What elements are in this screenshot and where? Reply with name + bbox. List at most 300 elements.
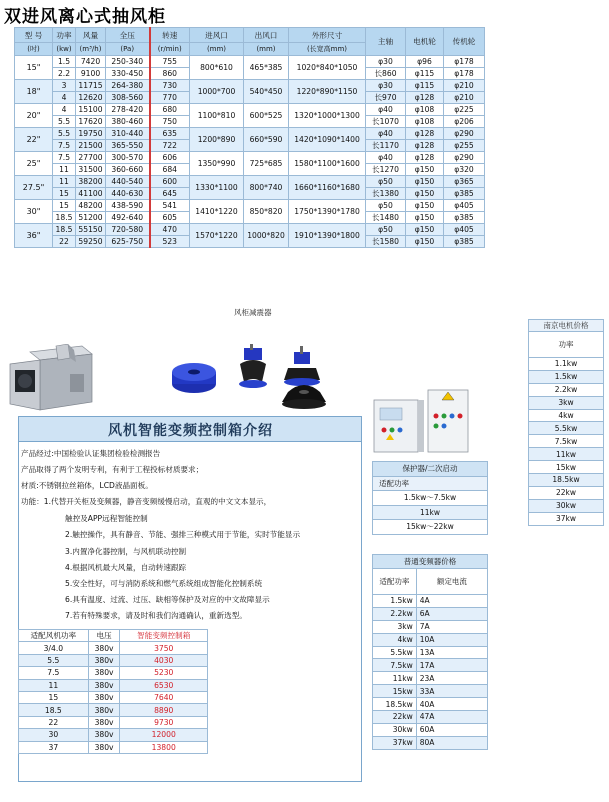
ctl-price: 6530 — [120, 679, 208, 691]
spec-model: 27.5" — [15, 176, 53, 200]
ctl-header-price: 智能变频控制箱 — [120, 630, 208, 642]
spec-shaft: φ40 — [366, 104, 406, 116]
spec-speed: 750 — [150, 116, 190, 128]
nanjing-power: 22kw — [529, 486, 604, 499]
nanjing-row — [529, 461, 604, 474]
ctl-row — [19, 642, 208, 654]
spec-speed: 523 — [150, 236, 190, 248]
spec-power: 18.5 — [53, 224, 76, 236]
spec-inlet: 1570*1220 — [190, 224, 244, 248]
nanjing-row — [529, 409, 604, 422]
spec-inlet: 1000*700 — [190, 80, 244, 104]
spec-size: 1660*1160*1680 — [289, 176, 366, 200]
inverter-power: 22kw — [373, 711, 417, 724]
spec-size: 1020*840*1050 — [289, 56, 366, 80]
spec-pressure: 330-450 — [106, 68, 150, 80]
inverter-current: 60A — [416, 723, 487, 736]
spec-shaft: 长1380 — [366, 188, 406, 200]
spec-shaft: 长1480 — [366, 212, 406, 224]
spec-pressure: 308-560 — [106, 92, 150, 104]
spec-table — [14, 27, 485, 248]
spec-pressure: 440-540 — [106, 176, 150, 188]
spec-power: 2.2 — [53, 68, 76, 80]
ctl-power: 11 — [19, 679, 89, 691]
spec-airflow: 17620 — [76, 116, 106, 128]
inverter-power: 30kw — [373, 723, 417, 736]
ctl-price: 4030 — [120, 654, 208, 666]
ctl-row — [19, 679, 208, 691]
nanjing-row — [529, 422, 604, 435]
unit-inlet: (mm) — [190, 43, 244, 56]
spec-row — [15, 56, 485, 68]
spec-motor-wheel: φ128 — [406, 152, 444, 164]
spec-row — [15, 128, 485, 140]
spec-airflow: 27700 — [76, 152, 106, 164]
nanjing-power: 3kw — [529, 396, 604, 409]
spec-speed: 770 — [150, 92, 190, 104]
spec-inlet: 1410*1220 — [190, 200, 244, 224]
spec-drive-wheel: φ178 — [444, 56, 485, 68]
protector-table — [372, 461, 488, 535]
spec-shaft: 长1270 — [366, 164, 406, 176]
ctl-row — [19, 667, 208, 679]
spec-power: 22 — [53, 236, 76, 248]
spec-outlet: 850*820 — [244, 200, 289, 224]
inverter-row — [373, 659, 488, 672]
spec-speed: 635 — [150, 128, 190, 140]
inverter-row — [373, 723, 488, 736]
header-outlet: 出风口 — [244, 28, 289, 43]
spec-speed: 605 — [150, 212, 190, 224]
spec-pressure: 440-630 — [106, 188, 150, 200]
inverter-row — [373, 646, 488, 659]
inverter-row — [373, 607, 488, 620]
spec-motor-wheel: φ150 — [406, 188, 444, 200]
intro-line: 5.安全性好，可与消防系统和燃气系统组成智能化控制系统 — [65, 579, 263, 588]
spec-outlet: 660*590 — [244, 128, 289, 152]
spec-power: 18.5 — [53, 212, 76, 224]
spec-model: 20" — [15, 104, 53, 128]
spec-speed: 755 — [150, 56, 190, 68]
ctl-header-power: 适配风机功率 — [19, 630, 89, 642]
page-title: 双进风离心式抽风柜 — [4, 7, 166, 27]
intro-line: 3.内置净化器控制，与风机联动控制 — [65, 547, 187, 556]
inverter-header-power: 适配功率 — [373, 569, 417, 595]
ctl-power: 22 — [19, 716, 89, 728]
intro-line: 2.触控操作，具有静音、节能、强排三种模式用于节能，实时节能显示 — [65, 530, 301, 539]
spec-airflow: 59250 — [76, 236, 106, 248]
spec-pressure: 625-750 — [106, 236, 150, 248]
protector-range: 15kw～22kw — [373, 520, 488, 535]
nanjing-power: 7.5kw — [529, 435, 604, 448]
ctl-power: 30 — [19, 729, 89, 741]
spec-airflow: 21500 — [76, 140, 106, 152]
nanjing-row — [529, 474, 604, 487]
spec-pressure: 720-580 — [106, 224, 150, 236]
inverter-power: 18.5kw — [373, 698, 417, 711]
spec-inlet: 1330*1100 — [190, 176, 244, 200]
inverter-power: 4kw — [373, 633, 417, 646]
header-inlet: 进风口 — [190, 28, 244, 43]
nanjing-power: 1.5kw — [529, 370, 604, 383]
spec-outlet: 600*525 — [244, 104, 289, 128]
header-size: 外形尺寸 — [289, 28, 366, 43]
inverter-current: 6A — [416, 607, 487, 620]
inverter-current: 33A — [416, 685, 487, 698]
spec-inlet: 1350*990 — [190, 152, 244, 176]
inverter-row — [373, 595, 488, 608]
spec-speed: 680 — [150, 104, 190, 116]
spec-shaft: φ50 — [366, 224, 406, 236]
unit-model: (吋) — [15, 43, 53, 56]
spec-inlet: 800*610 — [190, 56, 244, 80]
ctl-price: 8890 — [120, 704, 208, 716]
spec-drive-wheel: φ210 — [444, 80, 485, 92]
spec-drive-wheel: φ210 — [444, 92, 485, 104]
inverter-power: 5.5kw — [373, 646, 417, 659]
nanjing-power: 11kw — [529, 448, 604, 461]
spec-pressure: 380-460 — [106, 116, 150, 128]
spec-airflow: 41100 — [76, 188, 106, 200]
nanjing-power: 18.5kw — [529, 474, 604, 487]
nanjing-row — [529, 383, 604, 396]
spec-shaft: 长1070 — [366, 116, 406, 128]
nanjing-row — [529, 396, 604, 409]
nanjing-row — [529, 370, 604, 383]
header-pressure: 全压 — [106, 28, 150, 43]
header-motor-wheel: 电机轮 — [406, 28, 444, 56]
spec-motor-wheel: φ150 — [406, 224, 444, 236]
inverter-row — [373, 633, 488, 646]
inverter-row — [373, 620, 488, 633]
inverter-row — [373, 711, 488, 724]
unit-power: (kw) — [53, 43, 76, 56]
intro-line: 6.具有温度、过流、过压、缺相等保护及对应的中文故障显示 — [65, 595, 270, 604]
spec-shaft: 长1580 — [366, 236, 406, 248]
inverter-power: 3kw — [373, 620, 417, 633]
fan-cabinet-image — [8, 344, 98, 412]
spec-row — [15, 176, 485, 188]
spec-pressure: 438-590 — [106, 200, 150, 212]
ctl-power: 3/4.0 — [19, 642, 89, 654]
ctl-power: 18.5 — [19, 704, 89, 716]
nanjing-power: 2.2kw — [529, 383, 604, 396]
spec-power: 7.5 — [53, 152, 76, 164]
ctl-row — [19, 741, 208, 753]
inverter-power: 11kw — [373, 672, 417, 685]
spec-motor-wheel: φ96 — [406, 56, 444, 68]
spec-pressure: 250-340 — [106, 56, 150, 68]
inverter-power: 1.5kw — [373, 595, 417, 608]
spec-power: 5.5 — [53, 128, 76, 140]
ctl-voltage: 380v — [88, 654, 120, 666]
spec-speed: 541 — [150, 200, 190, 212]
inverter-row — [373, 685, 488, 698]
spec-airflow: 12620 — [76, 92, 106, 104]
ctl-power: 7.5 — [19, 667, 89, 679]
spec-motor-wheel: φ115 — [406, 80, 444, 92]
spec-model: 25" — [15, 152, 53, 176]
ctl-row — [19, 691, 208, 703]
ctl-header-voltage: 电压 — [88, 630, 120, 642]
ctl-price: 3750 — [120, 642, 208, 654]
ctl-voltage: 380v — [88, 741, 120, 753]
inverter-current: 4A — [416, 595, 487, 608]
spec-airflow: 55150 — [76, 224, 106, 236]
intro-line: 4.根据风机最大风量，自动转速跟踪 — [65, 563, 187, 572]
ctl-voltage: 380v — [88, 729, 120, 741]
spec-drive-wheel: φ385 — [444, 236, 485, 248]
control-box-price-table — [18, 629, 208, 754]
damper-caption: 风柜减震器 — [234, 308, 272, 317]
protector-range: 1.5kw～7.5kw — [373, 491, 488, 506]
inverter-row — [373, 736, 488, 749]
spec-drive-wheel: φ405 — [444, 200, 485, 212]
spec-shaft: 长970 — [366, 92, 406, 104]
intro-line: 功能：1.代替开关柜及变频器，静音变频缓慢启动，直观的中文文本显示， — [21, 497, 272, 506]
inverter-price-table — [372, 554, 488, 750]
nanjing-row — [529, 499, 604, 512]
spec-speed: 606 — [150, 152, 190, 164]
ctl-voltage: 380v — [88, 716, 120, 728]
spec-motor-wheel: φ128 — [406, 140, 444, 152]
spec-model: 36" — [15, 224, 53, 248]
spec-motor-wheel: φ150 — [406, 212, 444, 224]
spec-size: 1220*890*1150 — [289, 80, 366, 104]
spec-power: 15 — [53, 200, 76, 212]
header-model: 型 号 — [15, 28, 53, 43]
ctl-price: 12000 — [120, 729, 208, 741]
spec-row — [15, 200, 485, 212]
nanjing-row — [529, 512, 604, 525]
spec-drive-wheel: φ320 — [444, 164, 485, 176]
inverter-header-current: 额定电流 — [416, 569, 487, 595]
spec-drive-wheel: φ225 — [444, 104, 485, 116]
spec-row — [15, 80, 485, 92]
spec-outlet: 465*385 — [244, 56, 289, 80]
spec-airflow: 38200 — [76, 176, 106, 188]
nanjing-header: 功率 — [529, 332, 604, 358]
spec-size: 1420*1090*1400 — [289, 128, 366, 152]
ctl-voltage: 380v — [88, 691, 120, 703]
spec-shaft: φ40 — [366, 128, 406, 140]
spec-drive-wheel: φ178 — [444, 68, 485, 80]
header-drive-wheel: 传机轮 — [444, 28, 485, 56]
spec-row — [15, 152, 485, 164]
nanjing-row — [529, 358, 604, 371]
spec-model: 15" — [15, 56, 53, 80]
spec-power: 4 — [53, 104, 76, 116]
spec-drive-wheel: φ290 — [444, 128, 485, 140]
inverter-power: 37kw — [373, 736, 417, 749]
spec-motor-wheel: φ150 — [406, 236, 444, 248]
spec-speed: 684 — [150, 164, 190, 176]
nanjing-power: 37kw — [529, 512, 604, 525]
spec-pressure: 492-640 — [106, 212, 150, 224]
spec-shaft: φ50 — [366, 200, 406, 212]
spec-airflow: 7420 — [76, 56, 106, 68]
spec-power: 11 — [53, 164, 76, 176]
inverter-row — [373, 698, 488, 711]
spec-airflow: 11715 — [76, 80, 106, 92]
nanjing-caption: 南京电机价格 — [529, 320, 604, 332]
ctl-row — [19, 704, 208, 716]
spec-airflow: 19750 — [76, 128, 106, 140]
nanjing-row — [529, 486, 604, 499]
intro-line: 产品取得了两个发明专利，有利于工程投标材质要求； — [21, 465, 204, 474]
spec-speed: 722 — [150, 140, 190, 152]
inverter-current: 10A — [416, 633, 487, 646]
ctl-voltage: 380v — [88, 667, 120, 679]
intro-line: 材质:不锈钢拉丝箱体，LCD液晶面板。 — [21, 481, 153, 490]
spec-pressure: 310-440 — [106, 128, 150, 140]
spec-pressure: 278-420 — [106, 104, 150, 116]
inverter-caption: 普通变频器价格 — [373, 555, 488, 569]
ctl-power: 15 — [19, 691, 89, 703]
spec-power: 11 — [53, 176, 76, 188]
nanjing-power: 5.5kw — [529, 422, 604, 435]
spec-motor-wheel: φ150 — [406, 200, 444, 212]
spec-drive-wheel: φ385 — [444, 212, 485, 224]
spec-airflow: 15100 — [76, 104, 106, 116]
unit-pressure: (Pa) — [106, 43, 150, 56]
inverter-current: 7A — [416, 620, 487, 633]
protector-range: 11kw — [373, 505, 488, 520]
nanjing-power: 30kw — [529, 499, 604, 512]
header-airflow: 风量 — [76, 28, 106, 43]
protector-row — [373, 505, 488, 520]
spec-drive-wheel: φ405 — [444, 224, 485, 236]
ctl-price: 7640 — [120, 691, 208, 703]
spec-shaft: φ50 — [366, 176, 406, 188]
spec-airflow: 48200 — [76, 200, 106, 212]
ctl-voltage: 380v — [88, 642, 120, 654]
header-power: 功率 — [53, 28, 76, 43]
spec-motor-wheel: φ128 — [406, 128, 444, 140]
ctl-price: 9730 — [120, 716, 208, 728]
header-speed: 转速 — [150, 28, 190, 43]
spec-row — [15, 104, 485, 116]
inverter-power: 15kw — [373, 685, 417, 698]
spec-pressure: 300-570 — [106, 152, 150, 164]
unit-speed: (r/min) — [150, 43, 190, 56]
spec-outlet: 1000*820 — [244, 224, 289, 248]
spec-pressure: 264-380 — [106, 80, 150, 92]
inverter-row — [373, 672, 488, 685]
intro-line: 产品经过:中国检验认证集团检验检测报告 — [21, 449, 161, 458]
spec-motor-wheel: φ150 — [406, 176, 444, 188]
inverter-power: 2.2kw — [373, 607, 417, 620]
nanjing-power: 1.1kw — [529, 358, 604, 371]
nanjing-motor-price-table — [528, 319, 604, 526]
protector-row — [373, 491, 488, 506]
spec-power: 7.5 — [53, 140, 76, 152]
nanjing-row — [529, 448, 604, 461]
ctl-price: 13800 — [120, 741, 208, 753]
spec-outlet: 800*740 — [244, 176, 289, 200]
spec-power: 1.5 — [53, 56, 76, 68]
spec-drive-wheel: φ255 — [444, 140, 485, 152]
spec-motor-wheel: φ128 — [406, 92, 444, 104]
nanjing-power: 15kw — [529, 461, 604, 474]
spec-speed: 730 — [150, 80, 190, 92]
damper-image — [170, 344, 340, 416]
spec-power: 15 — [53, 188, 76, 200]
spec-size: 1320*1000*1300 — [289, 104, 366, 128]
spec-airflow: 9100 — [76, 68, 106, 80]
spec-speed: 470 — [150, 224, 190, 236]
spec-drive-wheel: φ206 — [444, 116, 485, 128]
spec-row — [15, 224, 485, 236]
inverter-current: 23A — [416, 672, 487, 685]
unit-airflow: (m³/h) — [76, 43, 106, 56]
nanjing-row — [529, 435, 604, 448]
protector-header: 适配功率 — [373, 476, 488, 491]
spec-motor-wheel: φ115 — [406, 68, 444, 80]
ctl-row — [19, 654, 208, 666]
inverter-current: 13A — [416, 646, 487, 659]
spec-drive-wheel: φ385 — [444, 188, 485, 200]
spec-inlet: 1100*810 — [190, 104, 244, 128]
spec-motor-wheel: φ108 — [406, 116, 444, 128]
spec-pressure: 365-550 — [106, 140, 150, 152]
spec-shaft: 长1170 — [366, 140, 406, 152]
control-box-title: 风机智能变频控制箱介绍 — [108, 423, 273, 439]
spec-speed: 600 — [150, 176, 190, 188]
protector-row — [373, 520, 488, 535]
spec-shaft: φ40 — [366, 152, 406, 164]
spec-model: 30" — [15, 200, 53, 224]
spec-size: 1750*1390*1780 — [289, 200, 366, 224]
spec-power: 4 — [53, 92, 76, 104]
spec-airflow: 51200 — [76, 212, 106, 224]
inverter-current: 17A — [416, 659, 487, 672]
spec-outlet: 725*685 — [244, 152, 289, 176]
spec-shaft: φ30 — [366, 56, 406, 68]
spec-motor-wheel: φ108 — [406, 104, 444, 116]
spec-airflow: 31500 — [76, 164, 106, 176]
spec-motor-wheel: φ150 — [406, 164, 444, 176]
ctl-power: 5.5 — [19, 654, 89, 666]
header-shaft: 主轴 — [366, 28, 406, 56]
inverter-power: 7.5kw — [373, 659, 417, 672]
intro-line: 触控及APP远程智能控制 — [65, 514, 148, 523]
spec-inlet: 1200*890 — [190, 128, 244, 152]
spec-size: 1910*1390*1800 — [289, 224, 366, 248]
spec-drive-wheel: φ290 — [444, 152, 485, 164]
spec-power: 3 — [53, 80, 76, 92]
protector-caption: 保护器/二次启动 — [373, 462, 488, 477]
ctl-row — [19, 716, 208, 728]
ctl-voltage: 380v — [88, 679, 120, 691]
spec-power: 5.5 — [53, 116, 76, 128]
spec-model: 22" — [15, 128, 53, 152]
spec-outlet: 540*450 — [244, 80, 289, 104]
spec-pressure: 360-660 — [106, 164, 150, 176]
nanjing-power: 4kw — [529, 409, 604, 422]
spec-model: 18" — [15, 80, 53, 104]
spec-drive-wheel: φ365 — [444, 176, 485, 188]
control-box-image — [372, 386, 472, 458]
ctl-price: 5230 — [120, 667, 208, 679]
spec-size: 1580*1100*1600 — [289, 152, 366, 176]
unit-size: (长宽高mm) — [289, 43, 366, 56]
ctl-row — [19, 729, 208, 741]
inverter-current: 47A — [416, 711, 487, 724]
spec-shaft: 长860 — [366, 68, 406, 80]
intro-line: 7.若有特殊要求，请及时和我们沟通确认，重新选型。 — [65, 611, 247, 620]
spec-shaft: φ30 — [366, 80, 406, 92]
